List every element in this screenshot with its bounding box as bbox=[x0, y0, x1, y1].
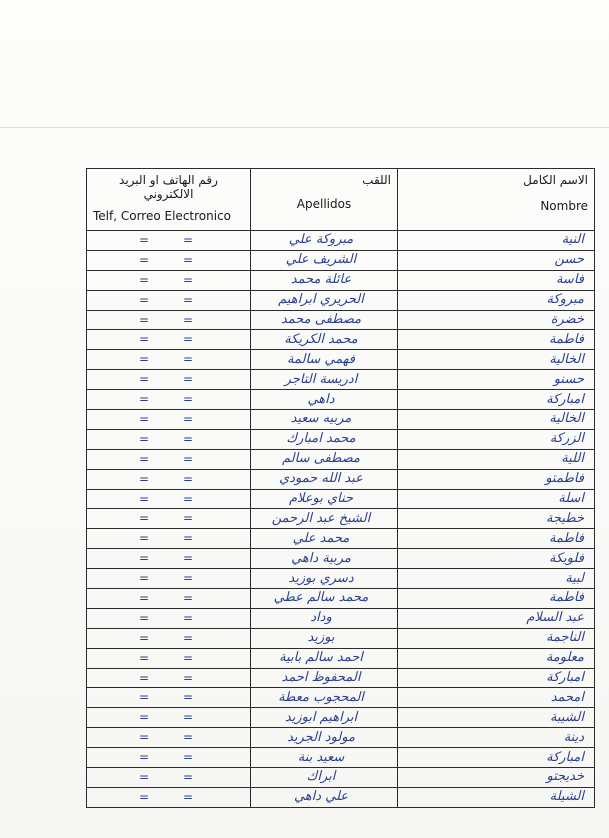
contact-mark-right: = bbox=[183, 352, 194, 367]
cell-apellido bbox=[251, 469, 398, 489]
contact-mark-right: = bbox=[183, 292, 194, 307]
cell-contact bbox=[87, 688, 251, 708]
contact-mark-left: = bbox=[139, 730, 150, 745]
contact-mark-left: = bbox=[139, 670, 150, 685]
contact-mark-right: = bbox=[183, 591, 194, 606]
nombre-text: امباركة bbox=[546, 670, 584, 686]
nombre-text: دينة bbox=[563, 729, 584, 745]
nombre-text: الشيلة bbox=[549, 789, 584, 805]
cell-contact bbox=[87, 250, 251, 270]
cell-apellido bbox=[251, 250, 398, 270]
apellido-text: دسري بوزيد bbox=[288, 570, 354, 586]
cell-nombre bbox=[398, 370, 595, 390]
cell-nombre bbox=[398, 231, 595, 251]
cell-contact bbox=[87, 748, 251, 768]
contact-mark-left: = bbox=[139, 551, 150, 566]
cell-contact bbox=[87, 608, 251, 628]
cell-nombre bbox=[398, 529, 595, 549]
contact-mark-right: = bbox=[183, 789, 194, 804]
cell-nombre bbox=[398, 787, 595, 807]
apellido-text: عبد الله حمودي bbox=[279, 471, 363, 487]
table-row bbox=[87, 231, 595, 251]
table-row bbox=[87, 429, 595, 449]
contact-mark-right: = bbox=[183, 451, 194, 466]
apellido-text: الحريري ابراهيم bbox=[278, 292, 364, 308]
apellido-text: فهمي سالمة bbox=[287, 351, 355, 367]
header-apellidos-arabic: اللقب bbox=[362, 173, 391, 187]
contact-mark-left: = bbox=[139, 233, 150, 247]
table-row bbox=[87, 569, 595, 589]
contact-mark-right: = bbox=[183, 252, 194, 267]
nombre-text: حسن bbox=[554, 252, 584, 268]
header-apellidos-spanish: Apellidos bbox=[296, 197, 352, 211]
cell-apellido bbox=[251, 688, 398, 708]
apellido-text: المحفوظ احمد bbox=[281, 670, 361, 686]
table-row bbox=[87, 310, 595, 330]
cell-contact bbox=[87, 370, 251, 390]
table-row bbox=[87, 449, 595, 469]
table-row bbox=[87, 250, 595, 270]
nombre-text: خديجتو bbox=[546, 769, 584, 785]
contact-mark-right: = bbox=[183, 670, 194, 685]
table-row bbox=[87, 549, 595, 569]
contact-mark-right: = bbox=[183, 332, 194, 347]
table-body bbox=[87, 231, 595, 808]
nombre-text: حسنو bbox=[553, 371, 584, 387]
nombre-text: النية bbox=[561, 232, 584, 248]
cell-contact bbox=[87, 589, 251, 609]
table-row bbox=[87, 589, 595, 609]
apellido-text: عائلة محمد bbox=[290, 272, 352, 288]
contact-mark-left: = bbox=[139, 272, 150, 287]
cell-nombre bbox=[398, 290, 595, 310]
cell-contact bbox=[87, 310, 251, 330]
nombre-text: الشيبة bbox=[550, 709, 584, 725]
contact-mark-right: = bbox=[183, 272, 194, 287]
cell-apellido bbox=[251, 589, 398, 609]
cell-contact bbox=[87, 429, 251, 449]
apellido-text: علي داهي bbox=[293, 789, 349, 805]
table-header-row bbox=[87, 169, 595, 231]
header-contact bbox=[87, 169, 251, 231]
cell-apellido bbox=[251, 668, 398, 688]
cell-nombre bbox=[398, 748, 595, 768]
contact-mark-left: = bbox=[139, 610, 150, 625]
cell-nombre bbox=[398, 489, 595, 509]
paper-fold-line bbox=[0, 127, 609, 128]
cell-nombre bbox=[398, 350, 595, 370]
nombre-text: خطيجة bbox=[546, 510, 584, 526]
cell-nombre bbox=[398, 429, 595, 449]
apellido-text: مصطفى محمد bbox=[280, 312, 362, 327]
nombre-text: فلويكة bbox=[548, 550, 584, 566]
table-row bbox=[87, 728, 595, 748]
contact-mark-left: = bbox=[139, 431, 150, 446]
table-row bbox=[87, 270, 595, 290]
cell-nombre bbox=[398, 549, 595, 569]
table-row bbox=[87, 370, 595, 390]
cell-contact bbox=[87, 628, 251, 648]
nombre-text: الزركة bbox=[549, 431, 584, 447]
contact-mark-left: = bbox=[139, 750, 150, 765]
apellido-text: مبروكة علي bbox=[288, 232, 354, 248]
contact-mark-right: = bbox=[183, 431, 194, 446]
cell-apellido bbox=[251, 648, 398, 668]
cell-apellido bbox=[251, 509, 398, 529]
cell-nombre bbox=[398, 569, 595, 589]
contact-mark-left: = bbox=[139, 571, 150, 586]
apellido-text: ابراك bbox=[306, 769, 336, 785]
cell-contact bbox=[87, 728, 251, 748]
apellido-text: حناي بوعلام bbox=[288, 491, 354, 507]
header-contact-spanish: Telf, Correo Electronico bbox=[93, 209, 232, 223]
contact-mark-right: = bbox=[183, 412, 194, 427]
cell-apellido bbox=[251, 390, 398, 410]
cell-nombre bbox=[398, 728, 595, 748]
cell-contact bbox=[87, 449, 251, 469]
contact-mark-left: = bbox=[139, 789, 150, 804]
apellido-text: محمد سالم عطي bbox=[273, 590, 369, 606]
table-row bbox=[87, 509, 595, 529]
table-row bbox=[87, 290, 595, 310]
contact-mark-right: = bbox=[183, 750, 194, 765]
nombre-text: فاطمتو bbox=[545, 471, 584, 487]
table-row bbox=[87, 529, 595, 549]
cell-contact bbox=[87, 489, 251, 509]
attendance-table bbox=[86, 168, 595, 808]
apellido-text: محمد علي bbox=[292, 530, 350, 546]
contact-mark-right: = bbox=[183, 491, 194, 506]
nombre-text: الناجمة bbox=[546, 630, 584, 646]
header-contact-arabic: رقم الهاتف او البريد الالكتروني bbox=[119, 173, 218, 201]
cell-apellido bbox=[251, 728, 398, 748]
contact-mark-right: = bbox=[183, 571, 194, 586]
table-row bbox=[87, 608, 595, 628]
cell-apellido bbox=[251, 608, 398, 628]
cell-contact bbox=[87, 231, 251, 251]
contact-mark-left: = bbox=[139, 412, 150, 427]
contact-mark-left: = bbox=[139, 710, 150, 725]
cell-apellido bbox=[251, 569, 398, 589]
apellido-text: محمد الكريكة bbox=[284, 331, 358, 347]
apellido-text: مربيه سعيد bbox=[290, 411, 352, 427]
cell-apellido bbox=[251, 290, 398, 310]
apellido-text: وداد bbox=[310, 610, 332, 626]
cell-contact bbox=[87, 529, 251, 549]
cell-nombre bbox=[398, 768, 595, 788]
cell-nombre bbox=[398, 608, 595, 628]
contact-mark-left: = bbox=[139, 392, 150, 407]
nombre-text: اسلة bbox=[558, 491, 584, 507]
contact-mark-left: = bbox=[139, 252, 150, 267]
apellido-text: المحجوب معطة bbox=[278, 689, 364, 705]
apellido-text: الشيخ عبد الرحمن bbox=[271, 510, 371, 526]
cell-contact bbox=[87, 290, 251, 310]
cell-contact bbox=[87, 668, 251, 688]
contact-mark-left: = bbox=[139, 352, 150, 367]
nombre-text: عبد السلام bbox=[526, 610, 584, 626]
nombre-text: لبية bbox=[565, 570, 584, 586]
table-row bbox=[87, 768, 595, 788]
cell-apellido bbox=[251, 330, 398, 350]
cell-contact bbox=[87, 787, 251, 807]
contact-mark-left: = bbox=[139, 511, 150, 526]
contact-mark-right: = bbox=[183, 690, 194, 705]
cell-nombre bbox=[398, 688, 595, 708]
cell-apellido bbox=[251, 231, 398, 251]
header-nombre bbox=[398, 169, 595, 231]
contact-mark-left: = bbox=[139, 690, 150, 705]
header-apellidos bbox=[251, 169, 398, 231]
contact-mark-left: = bbox=[139, 451, 150, 466]
contact-mark-left: = bbox=[139, 591, 150, 606]
cell-apellido bbox=[251, 787, 398, 807]
table-row bbox=[87, 787, 595, 807]
cell-apellido bbox=[251, 370, 398, 390]
contact-mark-right: = bbox=[183, 770, 194, 785]
cell-apellido bbox=[251, 489, 398, 509]
cell-contact bbox=[87, 330, 251, 350]
contact-mark-right: = bbox=[183, 471, 194, 486]
contact-mark-right: = bbox=[183, 233, 194, 247]
contact-mark-right: = bbox=[183, 392, 194, 407]
cell-apellido bbox=[251, 449, 398, 469]
cell-nombre bbox=[398, 668, 595, 688]
table-row bbox=[87, 410, 595, 430]
contact-mark-right: = bbox=[183, 730, 194, 745]
cell-contact bbox=[87, 469, 251, 489]
contact-mark-right: = bbox=[183, 630, 194, 645]
cell-contact bbox=[87, 410, 251, 430]
contact-mark-left: = bbox=[139, 471, 150, 486]
cell-nombre bbox=[398, 648, 595, 668]
cell-apellido bbox=[251, 768, 398, 788]
apellido-text: ادريسة التاجر bbox=[284, 371, 358, 387]
contact-mark-right: = bbox=[183, 710, 194, 725]
nombre-text: فاسة bbox=[555, 272, 584, 288]
apellido-text: سعيد بنة bbox=[297, 749, 345, 765]
cell-nombre bbox=[398, 589, 595, 609]
apellido-text: الشريف علي bbox=[285, 252, 357, 268]
table-row bbox=[87, 390, 595, 410]
cell-apellido bbox=[251, 270, 398, 290]
cell-nombre bbox=[398, 390, 595, 410]
cell-apellido bbox=[251, 310, 398, 330]
cell-contact bbox=[87, 569, 251, 589]
table-row bbox=[87, 708, 595, 728]
cell-contact bbox=[87, 549, 251, 569]
table-row bbox=[87, 668, 595, 688]
contact-mark-right: = bbox=[183, 531, 194, 546]
contact-mark-left: = bbox=[139, 491, 150, 506]
cell-apellido bbox=[251, 628, 398, 648]
cell-contact bbox=[87, 768, 251, 788]
apellido-text: احمد سالم بابية bbox=[279, 650, 363, 666]
nombre-text: فاطمة bbox=[548, 530, 584, 546]
cell-apellido bbox=[251, 529, 398, 549]
cell-nombre bbox=[398, 509, 595, 529]
cell-nombre bbox=[398, 449, 595, 469]
cell-nombre bbox=[398, 250, 595, 270]
nombre-text: امحمد bbox=[550, 689, 584, 705]
cell-nombre bbox=[398, 310, 595, 330]
nombre-text: امباركة bbox=[546, 749, 584, 765]
nombre-text: مبروكة bbox=[546, 292, 584, 308]
cell-contact bbox=[87, 648, 251, 668]
cell-nombre bbox=[398, 469, 595, 489]
cell-apellido bbox=[251, 748, 398, 768]
contact-mark-right: = bbox=[183, 551, 194, 566]
contact-mark-left: = bbox=[139, 292, 150, 307]
cell-contact bbox=[87, 708, 251, 728]
nombre-text: الخالية bbox=[549, 351, 584, 367]
contact-mark-left: = bbox=[139, 372, 150, 387]
cell-nombre bbox=[398, 270, 595, 290]
apellido-text: مربية داهي bbox=[291, 550, 351, 566]
contact-mark-right: = bbox=[183, 511, 194, 526]
cell-contact bbox=[87, 270, 251, 290]
contact-mark-left: = bbox=[139, 312, 150, 327]
contact-mark-right: = bbox=[183, 372, 194, 387]
table-row bbox=[87, 489, 595, 509]
nombre-text: معلومة bbox=[545, 650, 584, 666]
contact-mark-left: = bbox=[139, 650, 150, 665]
contact-mark-right: = bbox=[183, 650, 194, 665]
contact-mark-right: = bbox=[183, 312, 194, 327]
header-nombre-spanish: Nombre bbox=[540, 199, 588, 213]
nombre-text: امباركة bbox=[546, 391, 584, 407]
cell-apellido bbox=[251, 549, 398, 569]
apellido-text: ابراهيم ابوزيد bbox=[284, 709, 358, 725]
table-row bbox=[87, 469, 595, 489]
cell-contact bbox=[87, 390, 251, 410]
cell-nombre bbox=[398, 330, 595, 350]
cell-apellido bbox=[251, 410, 398, 430]
contact-mark-left: = bbox=[139, 531, 150, 546]
nombre-text: الخالية bbox=[549, 411, 584, 427]
cell-contact bbox=[87, 350, 251, 370]
table-row bbox=[87, 628, 595, 648]
cell-apellido bbox=[251, 429, 398, 449]
contact-mark-left: = bbox=[139, 630, 150, 645]
apellido-text: داهي bbox=[307, 391, 335, 407]
apellido-text: محمد امبارك bbox=[286, 431, 356, 447]
table-row bbox=[87, 350, 595, 370]
cell-apellido bbox=[251, 350, 398, 370]
table-row bbox=[87, 748, 595, 768]
nombre-text: فاطمة bbox=[548, 590, 584, 606]
cell-apellido bbox=[251, 708, 398, 728]
apellido-text: مولود الجريد bbox=[287, 729, 355, 745]
nombre-text: اللية bbox=[561, 451, 584, 467]
header-nombre-arabic: الاسم الكامل bbox=[523, 173, 588, 187]
nombre-text: فاطمة bbox=[548, 331, 584, 347]
contact-mark-right: = bbox=[183, 610, 194, 625]
cell-nombre bbox=[398, 410, 595, 430]
apellido-text: بوزيد bbox=[307, 630, 335, 646]
contact-mark-left: = bbox=[139, 332, 150, 347]
cell-contact bbox=[87, 509, 251, 529]
table-row bbox=[87, 330, 595, 350]
nombre-text: خضرة bbox=[550, 312, 584, 327]
table-row bbox=[87, 648, 595, 668]
contact-mark-left: = bbox=[139, 770, 150, 785]
table-row bbox=[87, 688, 595, 708]
cell-nombre bbox=[398, 708, 595, 728]
apellido-text: مصطفى سالم bbox=[282, 451, 360, 467]
cell-nombre bbox=[398, 628, 595, 648]
